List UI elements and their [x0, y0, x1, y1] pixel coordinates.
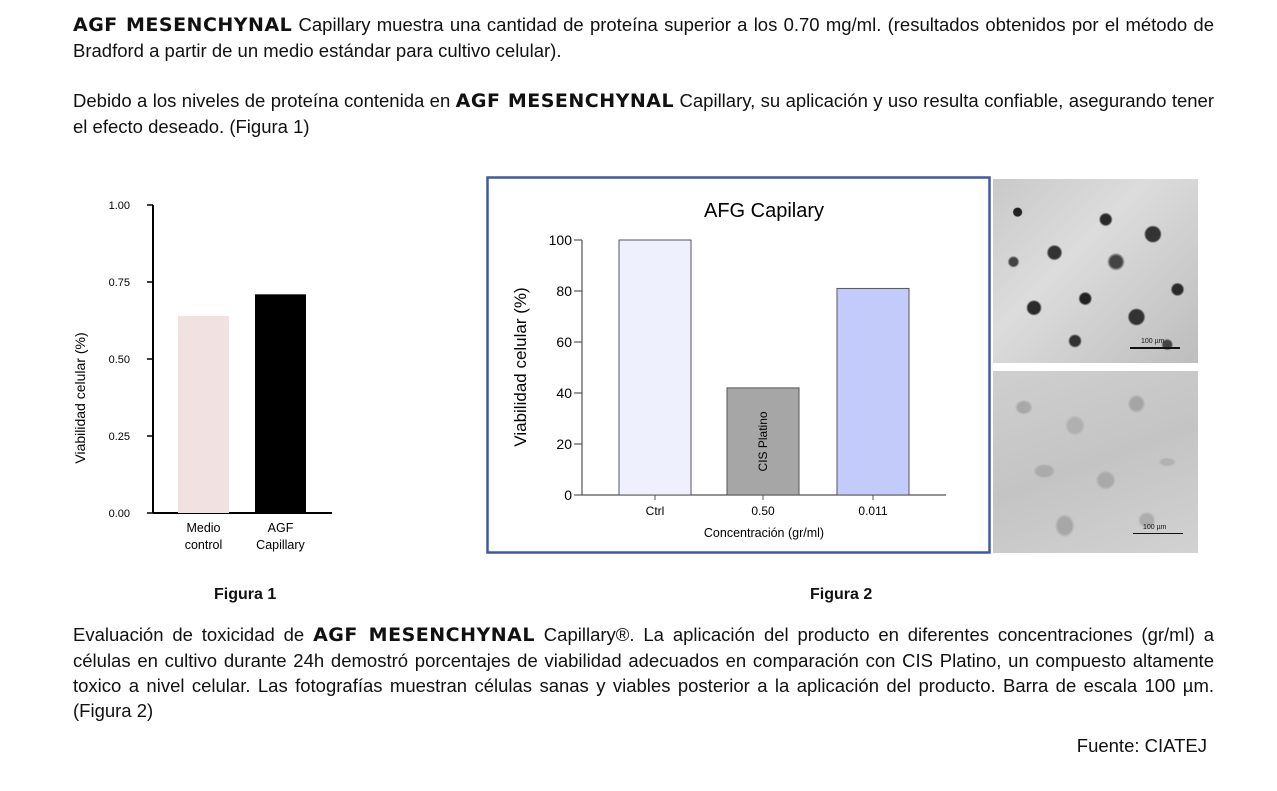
paragraph-2-before: Debido a los niveles de proteína contenida en	[73, 90, 456, 111]
paragraph-3-after: Capillary®. La aplicación del producto en diferentes concentraciones (gr/ml) a células en cultivo durante 24h demostró porcentajes de viabilidad adecuados en comparación con CIS Platino, un compuesto altamente toxico a nivel celular. Las fotografías muestran células sanas y viables posterior a la aplicación del producto. Barra de escala 100 µm. (Figura 2)	[73, 624, 1214, 721]
fig2-x-tick-label: 0.011	[858, 504, 888, 518]
source-note: Fuente: CIATEJ	[1076, 735, 1207, 756]
scale-bar-bottom	[1133, 533, 1183, 534]
paragraph-2-after: Capillary, su aplicación y uso resulta confiable, asegurando tener el efecto deseado. (Figura 1)	[73, 90, 1214, 137]
cell-photo-bottom	[993, 371, 1198, 553]
cell-photo-top	[993, 179, 1198, 363]
scale-bar-top	[1130, 347, 1180, 349]
figure-2-caption: Figura 2	[810, 586, 873, 603]
fig2-x-tick-label: 0.50	[751, 504, 775, 518]
paragraph-reliability	[73, 88, 1214, 139]
fig2-y-tick-label: 60	[556, 334, 572, 350]
scale-label-bottom: 100 µm	[1143, 524, 1167, 531]
fig2-bar	[619, 240, 691, 495]
fig2-x-tick-label: Ctrl	[645, 504, 665, 518]
figure-1-chart	[60, 185, 360, 565]
paragraph-toxicity	[73, 622, 1214, 723]
fig1-x-tick-label: AGF	[267, 521, 294, 535]
fig2-y-tick-label: 0	[564, 487, 572, 503]
paragraph-1-text: Capillary muestra una cantidad de proteína superior a los 0.70 mg/ml. (resultados obtenidos por el método de Bradford a partir de un medio estándar para cultivo celular).	[73, 14, 1214, 61]
fig1-y-tick-label: 0.50	[108, 354, 130, 366]
fig2-y-axis-label: Viabilidad celular (%)	[511, 287, 530, 447]
paragraph-3-before: Evaluación de toxicidad de	[73, 624, 314, 645]
brand-name: AGF MESENCHYNAL	[455, 90, 675, 112]
brand-name: AGF MESENCHYNAL	[73, 14, 293, 36]
fig1-y-tick-label: 0.00	[108, 508, 130, 520]
fig1-y-tick-label: 0.25	[108, 431, 130, 443]
fig1-bar	[178, 316, 229, 513]
fig2-y-tick-label: 80	[556, 283, 572, 299]
fig1-y-tick-label: 1.00	[108, 200, 130, 212]
fig2-bar	[837, 288, 909, 495]
fig2-title: AFG Capilary	[703, 200, 825, 222]
fig1-x-tick-label: Capillary	[256, 538, 305, 552]
scale-label-top: 100 µm	[1141, 338, 1165, 345]
paragraph-protein	[73, 12, 1214, 63]
fig2-bar-annotation: CIS Platino	[756, 411, 770, 472]
fig2-y-tick-label: 40	[556, 385, 572, 401]
fig2-y-tick-label: 100	[548, 232, 572, 248]
fig1-y-tick-label: 0.75	[108, 277, 130, 289]
brand-name: AGF MESENCHYNAL	[313, 624, 535, 646]
fig1-y-axis-label: Viabilidad celular (%)	[72, 332, 88, 464]
fig2-x-axis-label: Concentración (gr/ml)	[703, 526, 825, 540]
figure-2-chart	[486, 176, 992, 556]
fig2-y-tick-label: 20	[556, 436, 572, 452]
figure-1-caption: Figura 1	[214, 586, 277, 603]
fig1-bar	[255, 294, 306, 513]
fig1-x-tick-label: Medio	[186, 521, 221, 535]
fig1-x-tick-label: control	[184, 538, 223, 552]
